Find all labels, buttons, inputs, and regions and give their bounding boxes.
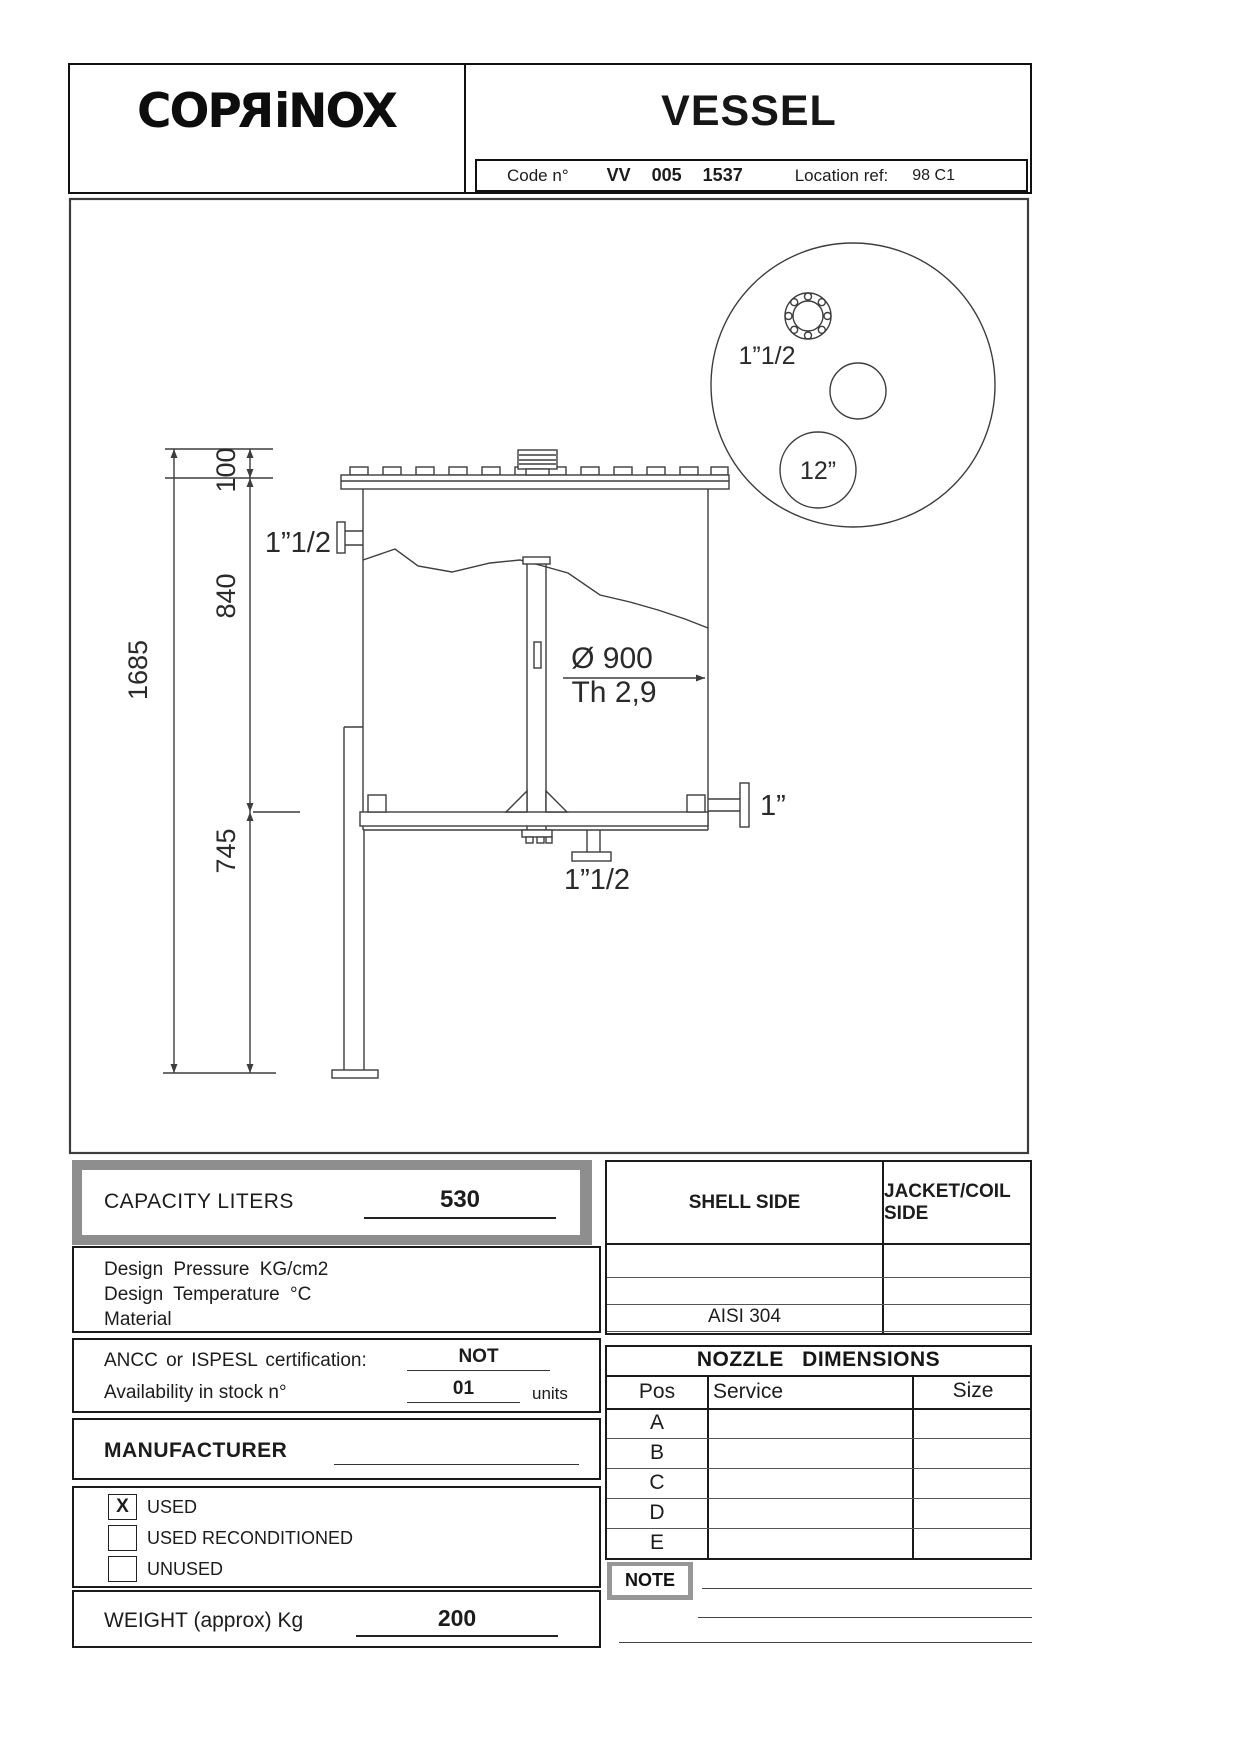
nozzle-row-e — [607, 1528, 1030, 1558]
used-label: USED — [147, 1496, 198, 1517]
logo-text-r: R — [239, 84, 275, 139]
design-specs-box — [72, 1246, 601, 1333]
technical-drawing — [68, 197, 1032, 1155]
bottom-nozzle-label: 1”1/2 — [563, 864, 631, 896]
note-line-1 — [702, 1588, 1032, 1589]
location-ref-label: Location ref: — [794, 165, 889, 185]
dim-total-label: 1685 — [123, 639, 154, 701]
header-rule — [607, 1243, 1030, 1245]
side-nozzle-label: 1”1/2 — [264, 527, 331, 559]
right-nozzle-label: 1” — [760, 790, 786, 822]
code-row — [475, 159, 1028, 192]
capacity-label: CAPACITY LITERS — [104, 1190, 294, 1213]
material-row-rule — [607, 1331, 1030, 1332]
design-temperature-label: Design Temperature °C — [104, 1284, 312, 1305]
stock-label: Availability in stock n° — [104, 1382, 287, 1403]
nozzle-table-title: NOZZLE DIMENSIONS — [607, 1347, 1030, 1377]
temperature-row-rule — [607, 1304, 1030, 1305]
nozzle-row-d — [607, 1498, 1030, 1528]
row-e-pos: E — [649, 1531, 664, 1554]
certification-value: NOT — [407, 1346, 550, 1371]
used-checkbox[interactable]: X — [108, 1494, 137, 1520]
material-value: AISI 304 — [708, 1306, 781, 1327]
material-label: Material — [104, 1309, 172, 1330]
diameter-label: Ø 900 — [571, 642, 653, 675]
top-view-opening — [830, 363, 886, 419]
logo-text-prefix: COP — [136, 84, 240, 139]
vessel-bottom — [360, 791, 708, 843]
note-label: NOTE — [612, 1566, 688, 1595]
logo-text-suffix: iNOX — [274, 84, 397, 139]
capacity-value: 530 — [364, 1186, 556, 1219]
top-view-bolted-flange — [785, 293, 831, 339]
top-view-nozzle-label: 1”1/2 — [738, 342, 796, 370]
note-line-3 — [619, 1642, 1032, 1643]
size-header: Size — [952, 1379, 994, 1402]
nozzle-dimensions-table — [605, 1345, 1032, 1560]
nozzle-row-b — [607, 1438, 1030, 1468]
shell-side-header: SHELL SIDE — [688, 1191, 801, 1213]
certification-label: ANCC or ISPESL certification: — [104, 1350, 367, 1371]
unused-label: UNUSED — [147, 1558, 224, 1579]
support-leg — [332, 727, 378, 1078]
unused-checkbox[interactable] — [108, 1556, 137, 1582]
condition-row-unused — [108, 1556, 223, 1582]
nozzle-row-a — [607, 1408, 1030, 1438]
row-d-pos: D — [649, 1501, 665, 1524]
dim-legs-label: 745 — [211, 828, 242, 874]
row-b-pos: B — [649, 1441, 664, 1464]
certification-box — [72, 1338, 601, 1413]
dimension-arrowheads — [171, 449, 254, 1073]
service-header: Service — [713, 1380, 784, 1403]
condition-row-reconditioned — [108, 1525, 353, 1551]
thickness-label: Th 2,9 — [571, 676, 657, 709]
capacity-inner — [82, 1170, 580, 1235]
sheet-title: VESSEL — [661, 87, 837, 135]
dim-shell-label: 840 — [211, 573, 242, 619]
row-c-pos: C — [649, 1471, 665, 1494]
stock-units-label: units — [532, 1384, 568, 1403]
bottom-nozzle — [572, 830, 611, 861]
condition-row-used — [108, 1494, 197, 1520]
stock-value: 01 — [407, 1378, 520, 1403]
pos-header: Pos — [638, 1380, 676, 1403]
drawing-frame — [70, 199, 1028, 1153]
manufacturer-label: MANUFACTURER — [104, 1439, 288, 1462]
used-reconditioned-checkbox[interactable] — [108, 1525, 137, 1551]
right-nozzle — [708, 783, 749, 827]
jacket-coil-side-header: JACKET/COIL SIDE — [884, 1180, 1011, 1224]
side-nozzle — [337, 522, 363, 553]
agitator-shaft — [523, 557, 550, 830]
coprinox-logo — [68, 63, 465, 160]
manufacturer-blank-line — [334, 1464, 579, 1465]
pressure-row-rule — [607, 1277, 1030, 1278]
weight-label: WEIGHT (approx) Kg — [104, 1609, 304, 1632]
row-a-pos: A — [649, 1411, 664, 1434]
manufacturer-box — [72, 1418, 601, 1480]
condition-box — [72, 1486, 601, 1588]
top-view — [711, 243, 995, 527]
note-line-2 — [698, 1617, 1032, 1618]
weight-box — [72, 1590, 601, 1648]
design-pressure-label: Design Pressure KG/cm2 — [104, 1259, 329, 1280]
code-label: Code n° — [507, 165, 569, 185]
capacity-box — [72, 1160, 592, 1245]
location-ref-value: 98 C1 — [912, 166, 955, 184]
shell-jacket-table — [605, 1160, 1032, 1335]
note-box — [607, 1562, 693, 1600]
dim-top-label: 100 — [211, 447, 242, 493]
nozzle-row-c — [607, 1468, 1030, 1498]
top-view-manhole-label: 12” — [799, 457, 837, 485]
used-reconditioned-label: USED RECONDITIONED — [147, 1527, 354, 1548]
weight-value: 200 — [356, 1605, 558, 1637]
code-value: VV 005 1537 — [606, 165, 743, 185]
vessel-lid — [341, 450, 729, 489]
nozzle-table-header — [607, 1375, 1030, 1410]
